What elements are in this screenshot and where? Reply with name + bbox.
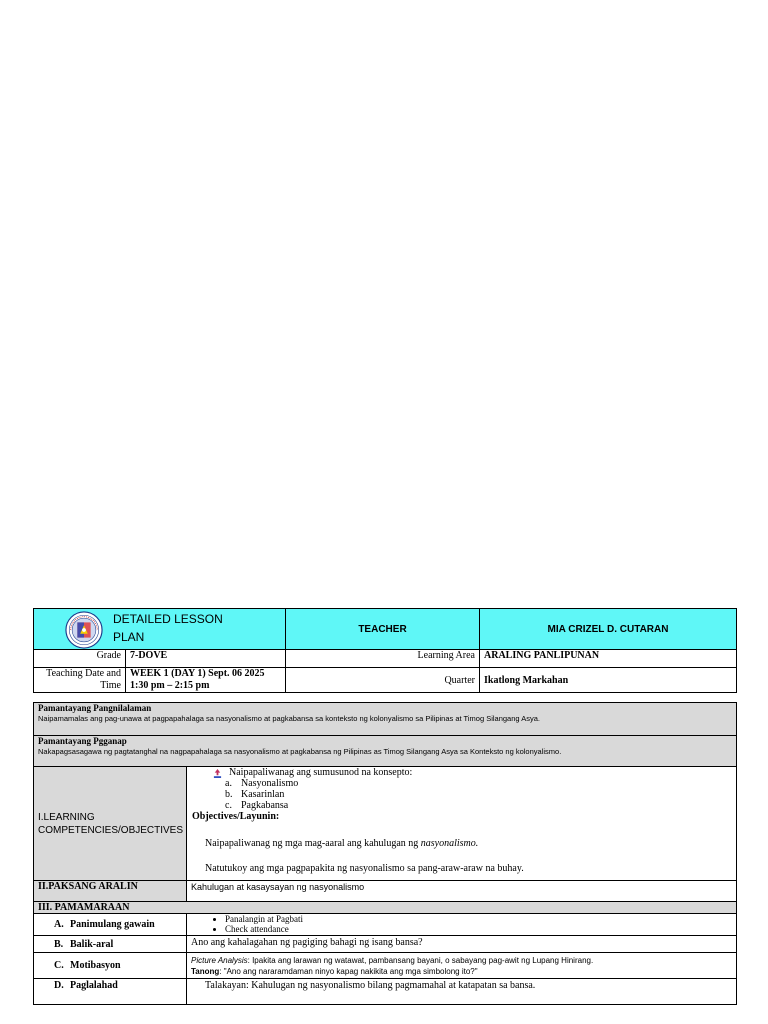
lesson-table (33, 702, 737, 1005)
concept-list (191, 778, 732, 811)
list-item: c. Pagkabansa (225, 800, 289, 811)
teacher-name: MIA CRIZEL D. CUTARAN (480, 609, 737, 650)
objective-1: Naipapaliwanag ng mga mag-aaral ang kahulugan ng nasyonalismo. (205, 838, 479, 849)
learning-area-value: ARALING PANLIPUNAN (480, 650, 737, 668)
paksa-text: Kahulugan at kasaysayan ng nasyonalismo (187, 881, 737, 902)
list-item: b. Kasarinlan (225, 789, 285, 800)
panimula-row (34, 914, 737, 936)
date-value: WEEK 1 (DAY 1) Sept. 06 2025 1:30 pm – 2:15 pm (126, 668, 286, 693)
date-label: Teaching Date and Time (34, 668, 126, 693)
objective-2: Natutukoy ang mga pagpapakita ng nasyonalismo sa pang-araw-araw na buhay. (205, 863, 524, 874)
objectives-title: Objectives/Layunin: (192, 811, 280, 822)
paglalahad-text: Talakayan: Kahulugan ng nasyonalismo bilang pagmamahal at katapatan sa bansa. (187, 979, 737, 1005)
motibasyon-line-2: Tanong: "Ano ang nararamdaman ninyo kapag nakikita ang mga simbolong ito?" (191, 967, 478, 976)
header-table (33, 608, 737, 693)
paglalahad-label: D. Paglalahad (34, 979, 187, 1005)
competencies-row (34, 767, 737, 881)
performance-standard-row (34, 736, 737, 767)
list-item: a. Nasyonalismo (225, 778, 299, 789)
motibasyon-row (34, 953, 737, 979)
learning-area-label: Learning Area (286, 650, 480, 668)
competencies-cell (187, 767, 737, 881)
balik-aral-row (34, 936, 737, 953)
paksa-label: II.PAKSANG ARALIN (34, 881, 187, 902)
pamamaraan-header-row (34, 902, 737, 914)
performance-standard-title: Pamantayang Pgganap (38, 736, 127, 746)
panimula-cell (187, 914, 737, 936)
balik-aral-label: B. Balik-aral (34, 936, 187, 953)
paksa-row (34, 881, 737, 902)
title-cell (34, 609, 286, 650)
date-row (34, 668, 737, 693)
motibasyon-label: C. Motibasyon (34, 953, 187, 979)
performance-standard-text: Nakapagsasagawa ng pagtatanghal na nagpapahalaga sa nasyonalismo at pagkabansa ng Pilipinas as Timog Silangang Asya sa Konteksto ng kolonyalismo. (38, 747, 562, 756)
quarter-label: Quarter (286, 668, 480, 693)
grade-label: Grade (34, 650, 126, 668)
teacher-label: TEACHER (286, 609, 480, 650)
paglalahad-row (34, 979, 737, 1005)
content-standard-text: Naipamamalas ang pag-unawa at pagpapahalaga sa nasyonalismo at pagkabansa sa konteksto ng kolonyalismo sa Pilipinas at Timog Silangang Asya. (38, 714, 540, 723)
competencies-label: I.LEARNING COMPETENCIES/OBJECTIVES (34, 767, 187, 881)
motibasyon-line-1: Picture Analysis: Ipakita ang larawan ng watawat, pambansang bayani, o sabayang pag-awit ng Lupang Hinirang. (191, 956, 594, 965)
arrow-bullet-icon (213, 769, 222, 778)
content-standard-title: Pamantayang Pangnilalaman (38, 703, 152, 713)
panimula-label: A. Panimulang gawain (34, 914, 187, 936)
content-standard-row (34, 703, 737, 736)
list-item: • Panalangin at Pagbati (225, 914, 732, 924)
header-row (34, 609, 737, 650)
balik-aral-text: Ano ang kahalagahan ng pagiging bahagi ng isang bansa? (187, 936, 737, 953)
pamamaraan-label: III. PAMAMARAAN (34, 902, 737, 914)
grade-row (34, 650, 737, 668)
performance-standard-cell (34, 736, 737, 767)
competencies-intro: Naipapaliwanag ang sumusunod na konsepto: (191, 767, 732, 778)
quarter-value: Ikatlong Markahan (480, 668, 737, 693)
deped-seal-icon (65, 611, 103, 649)
document-title: DETAILED LESSON PLAN (113, 612, 223, 644)
list-item: • Check attendance (225, 924, 732, 934)
grade-value: 7-DOVE (126, 650, 286, 668)
content-standard-cell (34, 703, 737, 736)
motibasyon-cell (187, 953, 737, 979)
